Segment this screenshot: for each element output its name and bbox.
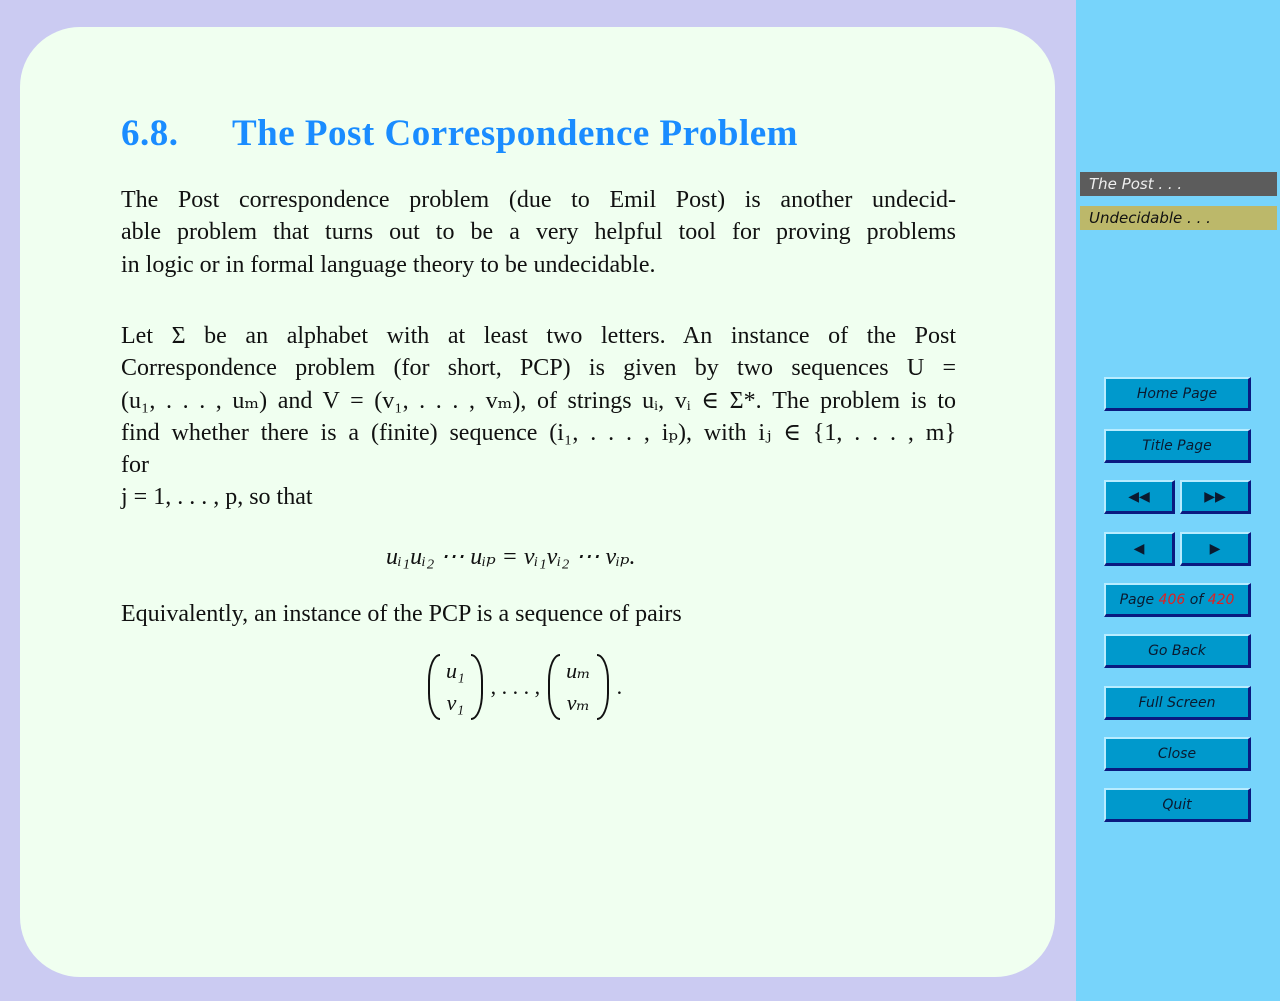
right-paren <box>471 654 483 720</box>
home-page-button[interactable]: Home Page <box>1104 377 1251 411</box>
next-page-icon[interactable]: ▶ <box>1180 532 1251 566</box>
section-title-text: The Post Correspondence Problem <box>232 113 799 154</box>
text-line: Correspondence problem (for short, PCP) is given by two sequences U = <box>121 355 956 382</box>
right-paren <box>597 654 609 720</box>
intro-paragraph <box>121 184 956 281</box>
pair-first <box>440 655 471 719</box>
text-line: in logic or in formal language theory to be undecidable. <box>121 251 656 278</box>
title-page-button[interactable]: Title Page <box>1104 429 1251 463</box>
pairs-display <box>428 654 622 720</box>
last-page-icon[interactable]: ▶▶ <box>1180 480 1251 514</box>
pair-separator: , . . . , <box>490 674 541 699</box>
text-line: The Post correspondence problem (due to Emil Post) is another undecid- <box>121 187 956 213</box>
section-title <box>121 112 798 155</box>
text-line: j = 1, . . . , p, so that <box>121 484 313 511</box>
text-line: for <box>121 452 149 479</box>
total-pages: 420 <box>1207 591 1235 608</box>
definition-paragraph <box>121 320 956 514</box>
pair-last <box>560 655 597 719</box>
text-line: Let Σ be an alphabet with at least two letters. An instance of the Post <box>121 323 956 349</box>
pair-bottom: v₁ <box>446 690 465 715</box>
page-indicator <box>1104 583 1251 617</box>
equivalence-paragraph <box>121 598 956 630</box>
section-number: 6.8. <box>121 113 179 154</box>
go-back-button[interactable]: Go Back <box>1104 634 1251 668</box>
previous-page-icon[interactable]: ◀ <box>1104 532 1175 566</box>
page-of: of <box>1189 591 1204 608</box>
pair-top: u₁ <box>446 658 465 683</box>
current-page: 406 <box>1158 591 1186 608</box>
text-line: able problem that turns out to be a very helpful tool for proving problems <box>121 219 956 246</box>
section-link-current[interactable]: The Post . . . <box>1080 172 1277 196</box>
pcp-equation: uᵢ₁uᵢ₂ ⋯ uᵢₚ = vᵢ₁vᵢ₂ ⋯ vᵢₚ. <box>386 544 636 570</box>
quit-button[interactable]: Quit <box>1104 788 1251 822</box>
left-paren <box>428 654 440 720</box>
text-line: find whether there is a (finite) sequence (i₁, . . . , iₚ), with iⱼ ∈ {1, . . . , m} <box>121 419 956 446</box>
pair-top: uₘ <box>566 658 591 683</box>
text-line: (u₁, . . . , uₘ) and V = (v₁, . . . , vₘ), of strings uᵢ, vᵢ ∈ Σ*. The problem is to <box>121 387 956 414</box>
text-line: Equivalently, an instance of the PCP is a sequence of pairs <box>121 601 682 627</box>
page-label: Page <box>1119 591 1155 608</box>
first-page-icon[interactable]: ◀◀ <box>1104 480 1175 514</box>
section-link-next[interactable]: Undecidable . . . <box>1080 206 1277 230</box>
full-screen-button[interactable]: Full Screen <box>1104 686 1251 720</box>
pair-bottom: vₘ <box>566 690 591 715</box>
pair-end: . <box>616 674 623 699</box>
close-button[interactable]: Close <box>1104 737 1251 771</box>
left-paren <box>548 654 560 720</box>
